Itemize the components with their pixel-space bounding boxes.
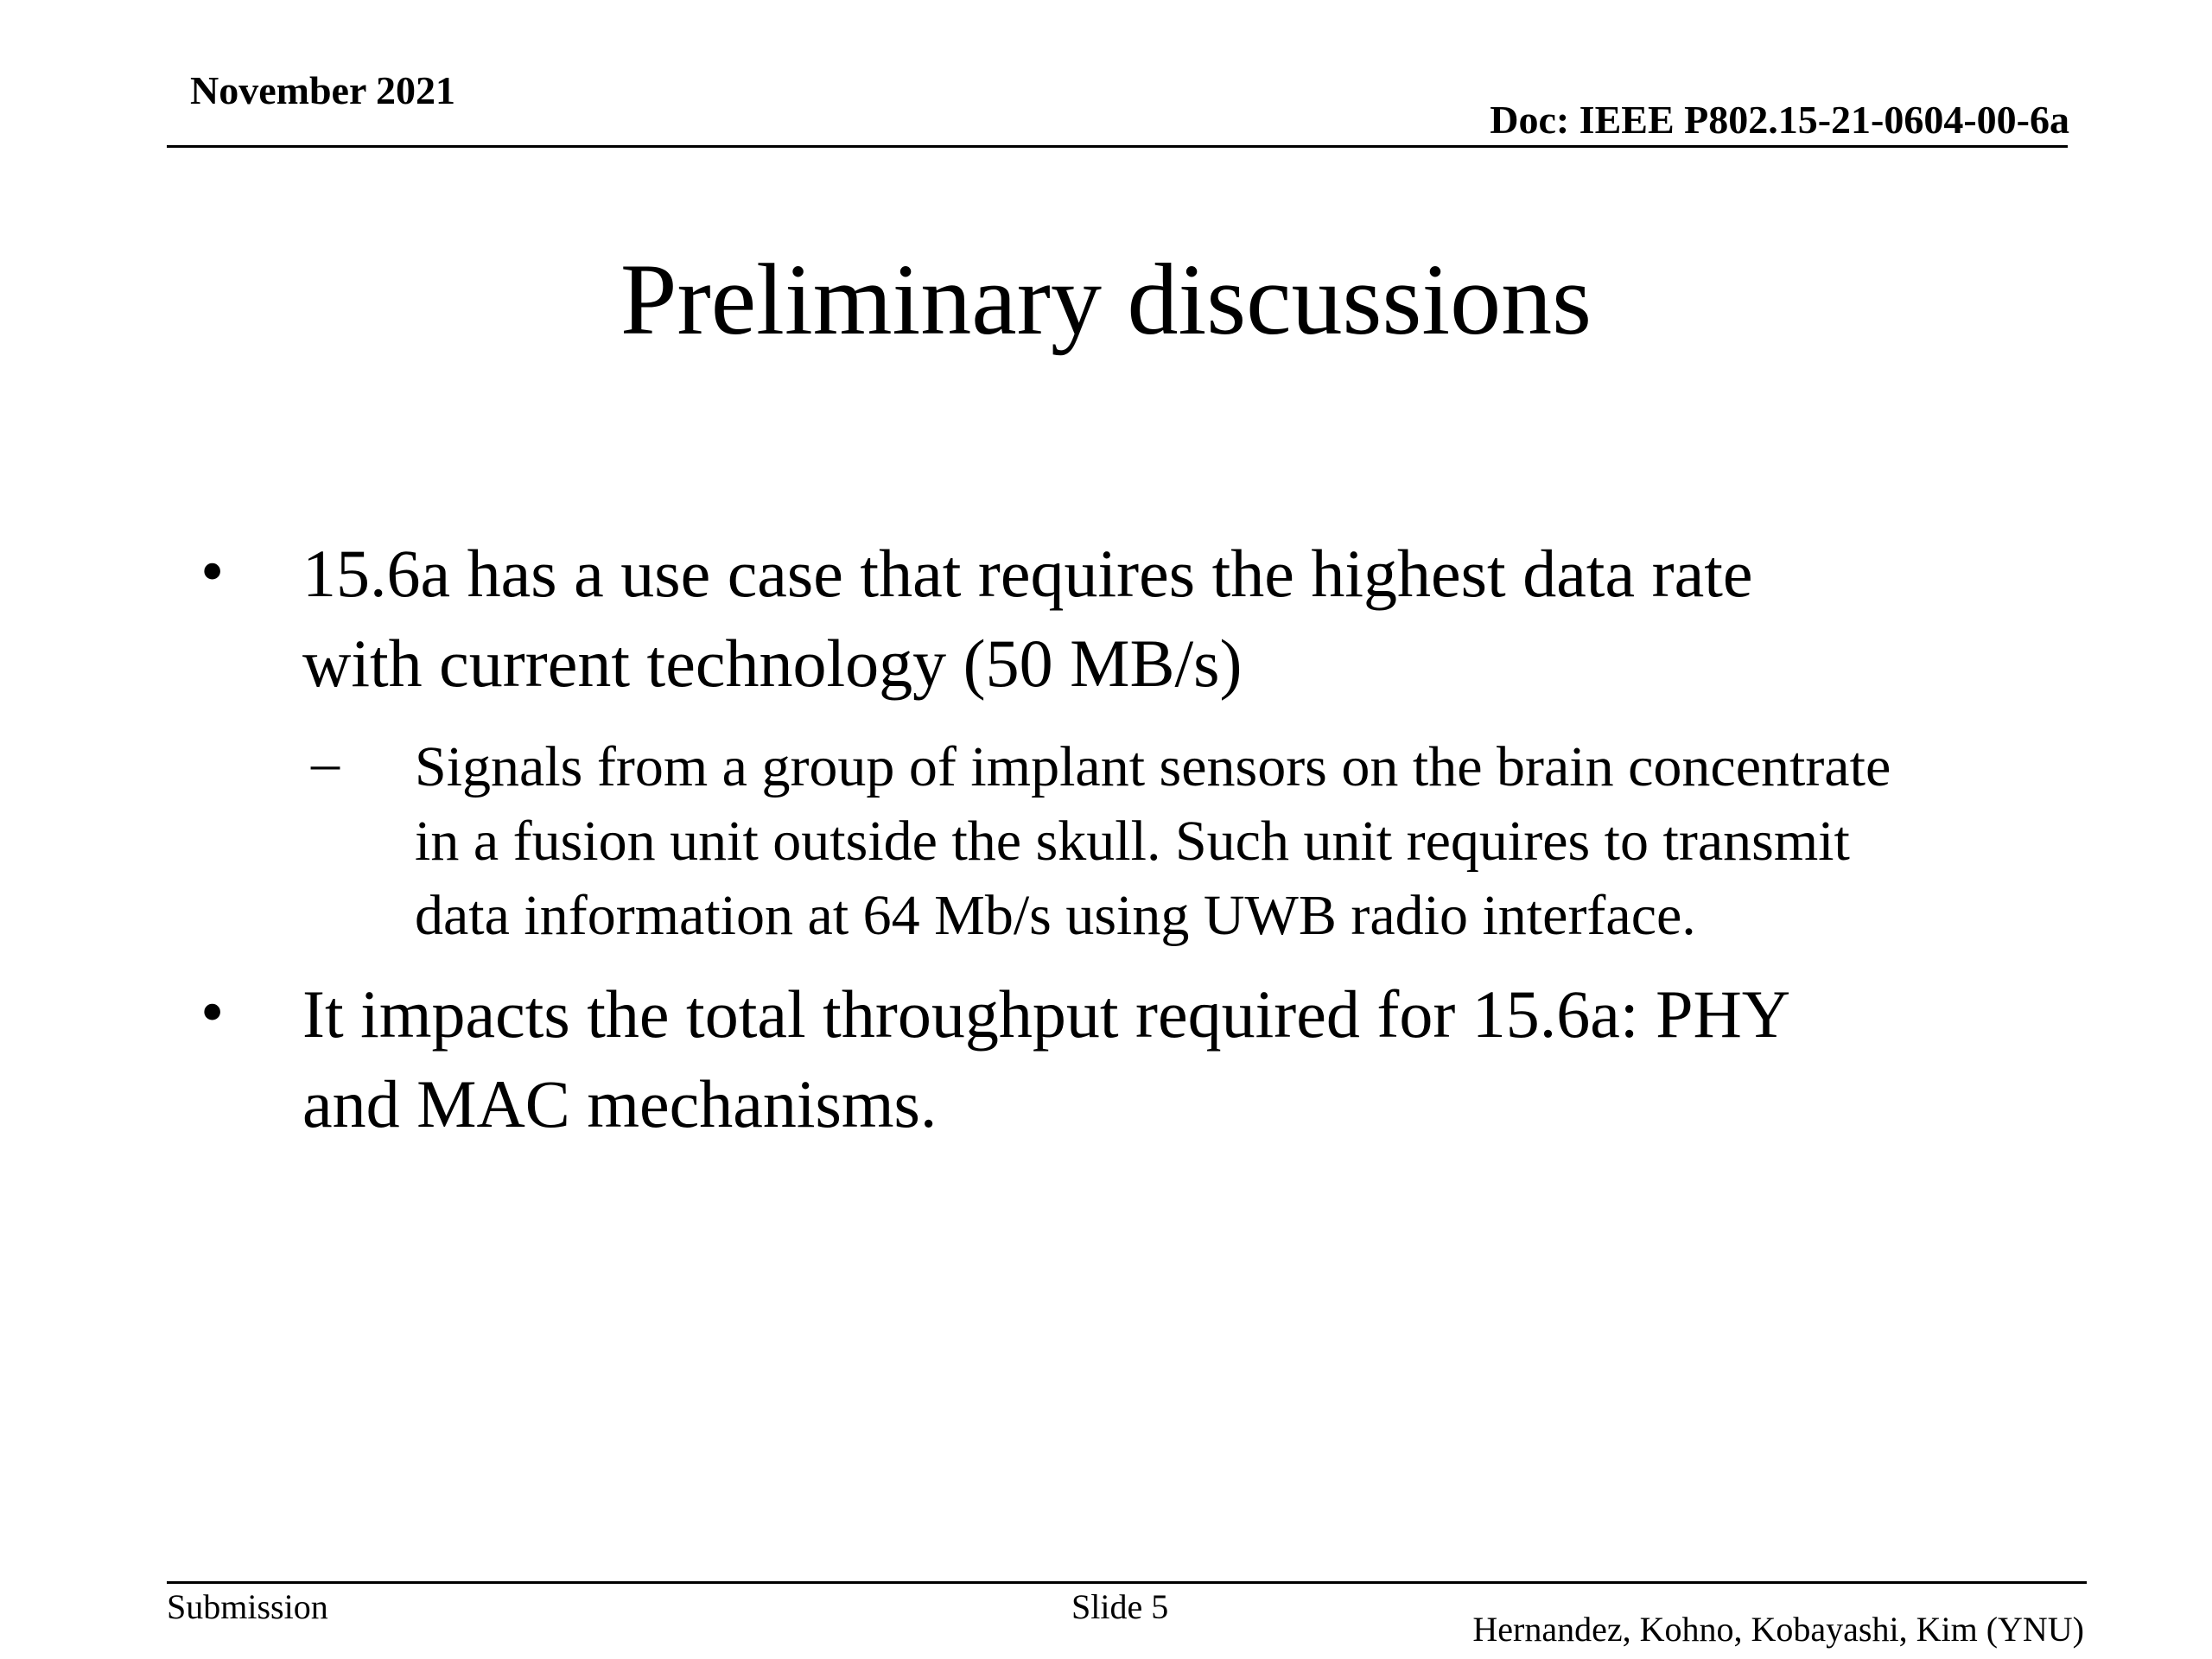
footer-divider — [167, 1581, 2087, 1584]
bullet-1-marker: • — [200, 533, 225, 608]
header-doc-id: Doc: IEEE P802.15-21-0604-00-6a — [1490, 98, 2069, 142]
footer-authors: Hernandez, Kohno, Kobayashi, Kim (YNU) — [1472, 1610, 2084, 1649]
bullet-2-line-1: It impacts the total throughput required for 15.6a: PHY — [302, 976, 1791, 1052]
bullet-1-line-2: with current technology (50 MB/s) — [302, 626, 1243, 701]
sub-bullet-line-1: Signals from a group of implant sensors on the brain concentrate — [415, 735, 1891, 798]
bullet-1-line-1: 15.6a has a use case that requires the highest data rate — [302, 536, 1753, 611]
slide-title: Preliminary discussions — [620, 243, 1592, 356]
bullet-2-line-2: and MAC mechanisms. — [302, 1066, 938, 1141]
sub-bullet-line-2: in a fusion unit outside the skull. Such unit requires to transmit — [415, 810, 1850, 873]
sub-bullet-line-3: data information at 64 Mb/s using UWB radio interface. — [415, 884, 1696, 947]
footer-submission: Submission — [167, 1587, 328, 1626]
footer-slide-number: Slide 5 — [1071, 1587, 1169, 1626]
header-date: November 2021 — [190, 68, 456, 112]
bullet-2-marker: • — [200, 974, 225, 1049]
sub-bullet-marker: – — [311, 731, 340, 794]
